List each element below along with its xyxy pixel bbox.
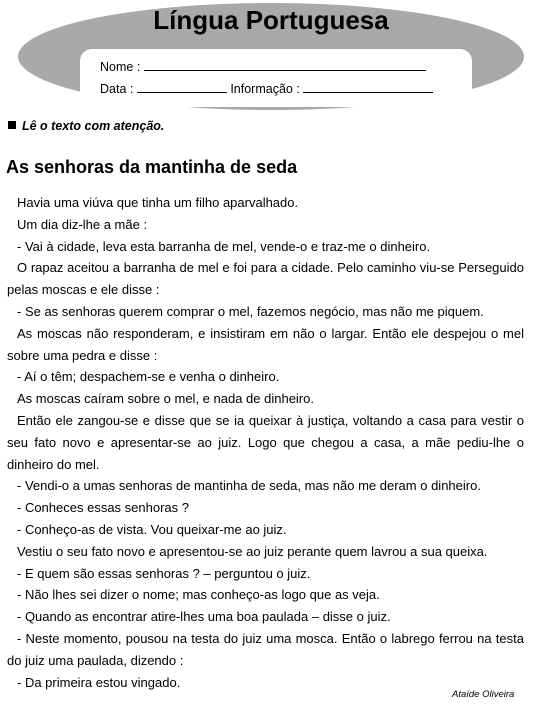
story-body: [7, 192, 524, 693]
story-paragraph: O rapaz aceitou a barranha de mel e foi para a cidade. Pelo caminho viu-se Perseguido pelas moscas e ele disse :: [7, 260, 524, 298]
story-paragraph: - Se as senhoras querem comprar o mel, fazemos negócio, mas não me piquem.: [17, 303, 484, 319]
info-field[interactable]: [303, 80, 433, 93]
date-label: Data :: [100, 82, 134, 96]
info-label: Informação :: [230, 82, 300, 96]
story-paragraph: - Quando as encontrar atire-lhes uma boa paulada – disse o juiz.: [17, 609, 391, 625]
story-paragraph: Um dia diz-lhe a mãe :: [17, 216, 148, 232]
header-banner: [18, 3, 524, 110]
story-paragraph: Havia uma viúva que tinha um filho aparvalhado.: [17, 195, 299, 210]
story-paragraph: As moscas não responderam, e insistiram em não o largar. Então ele despejou o mel sobre uma pedra e disse :: [7, 325, 524, 363]
story-paragraph: Então ele zangou-se e disse que se ia queixar à justiça, voltando a casa para vestir o seu fato novo e apresentar-se ao juiz. Logo que chegou a casa, a mãe pediu-lhe o dinheiro do mel.: [7, 412, 524, 472]
square-bullet-icon: [8, 121, 16, 129]
name-row: [100, 58, 426, 74]
name-label: Nome :: [100, 60, 141, 74]
story-paragraph: - Conheço-as de vista. Vou queixar-me ao juiz.: [17, 521, 287, 537]
story-paragraph: - Da primeira estou vingado.: [17, 674, 181, 690]
story-paragraph: - Aí o têm; despachem-se e venha o dinheiro.: [17, 369, 280, 385]
story-paragraph: - Conheces essas senhoras ?: [17, 500, 189, 516]
story-paragraph: - Vendi-o a umas senhoras de mantinha de seda, mas não me deram o dinheiro.: [17, 478, 481, 494]
story-paragraph: - E quem são essas senhoras ? – perguntou o juiz.: [17, 565, 311, 581]
story-paragraph: - Não lhes sei dizer o nome; mas conheço-as logo que as veja.: [17, 587, 380, 603]
author-signature: Ataíde Oliveira: [452, 689, 515, 700]
name-field[interactable]: [144, 58, 426, 71]
story-paragraph: Vestiu o seu fato novo e apresentou-se ao juiz perante quem lavrou a sua queixa.: [17, 543, 488, 559]
page-title: Língua Portuguesa: [153, 5, 389, 35]
date-info-row: [100, 80, 433, 96]
instruction: [8, 119, 164, 133]
story-paragraph: - Vai à cidade, leva esta barranha de mel, vende-o e traz-me o dinheiro.: [17, 238, 431, 254]
instruction-text: Lê o texto com atenção.: [22, 119, 165, 133]
student-info-box: [80, 49, 472, 107]
story-paragraph: As moscas caíram sobre o mel, e nada de dinheiro.: [17, 391, 314, 407]
story-paragraph: - Neste momento, pousou na testa do juiz uma mosca. Então o labrego ferrou na testa do juiz uma paulada, dizendo :: [7, 630, 524, 668]
story-title: As senhoras da mantinha de seda: [6, 157, 298, 177]
date-field[interactable]: [137, 80, 227, 93]
